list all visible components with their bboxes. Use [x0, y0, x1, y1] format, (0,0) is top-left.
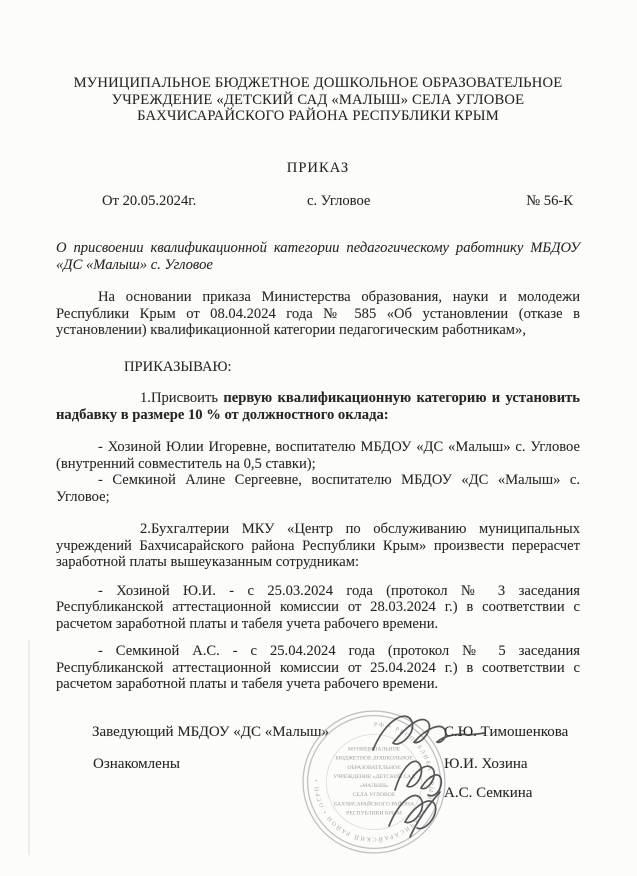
- signature-semkina: [389, 792, 440, 837]
- handwritten-signatures: [352, 698, 545, 848]
- acknowledged-name-2: А.С. Семкина: [444, 784, 533, 801]
- stamp-line-7: БАХЧИСАРАЙСКОГО РАЙОНА: [333, 801, 415, 808]
- meta-row: [56, 193, 580, 210]
- scan-edge-artifact: [28, 640, 30, 855]
- acknowledged-name-1: Ю.И. Хозина: [444, 755, 528, 772]
- order-item-1: [56, 390, 580, 423]
- signature-khozina: [395, 761, 441, 796]
- item-2-number: 2.: [140, 521, 151, 537]
- item-1-number: 1.: [140, 390, 151, 406]
- item-1-text: Присвоить: [150, 390, 219, 406]
- organization-name-line-1: МУНИЦИПАЛЬНОЕ БЮДЖЕТНОЕ ДОШКОЛЬНОЕ ОБРАЗОВАТЕЛЬНОЕ: [73, 75, 563, 91]
- organization-name-line-2: УЧРЕЖДЕНИЕ «ДЕТСКИЙ САД «МАЛЫШ» СЕЛА УГЛОВОЕ: [111, 91, 525, 108]
- stamp-line-4: УЧРЕЖДЕНИЕ «ДЕТСКИЙ САД: [333, 773, 415, 780]
- stamp-line-3: ОБРАЗОВАТЕЛЬНОЕ: [347, 764, 401, 771]
- item-2-bullet-1: - Хозиной Ю.И. - с 25.03.2024 года (протокол № 3 заседания Республиканской аттестационной комиссии от 28.03.2024 г.) в соответствии с расчетом заработной платы и табеля учета рабочего времени.: [56, 582, 580, 632]
- order-number: № 56-К: [526, 193, 573, 209]
- signature-timoshenkova: [373, 716, 485, 750]
- order-date: От 20.05.2024г.: [102, 193, 197, 209]
- order-place: с. Угловое: [307, 193, 371, 209]
- preamble-paragraph: На основании приказа Министерства образования, науки и молодежи Республики Крым от 08.04.2024 года № 585 «Об установлении (отказе в установлении) квалификационной категории педагогическим работникам»,: [56, 289, 580, 338]
- head-position-label: Заведующий МБДОУ «ДС «Малыш»: [92, 723, 330, 740]
- stamp-line-2: БЮДЖЕТНОЕ ДОШКОЛЬНОЕ: [335, 755, 413, 762]
- stamp-line-1: МУНИЦИПАЛЬНОЕ: [347, 746, 401, 753]
- order-subject: О присвоении квалификационной категории педагогическому работнику МБДОУ «ДС «Малыш» с. Угловое: [56, 240, 580, 273]
- stamp-line-8: РЕСПУБЛИКИ КРЫМ: [346, 810, 402, 817]
- item-2-text: Бухгалтерии МКУ «Центр по обслуживанию муниципальных учреждений Бахчисарайского района Республики Крым» произвести перерасчет заработной платы вышеуказанным сотрудникам:: [56, 521, 580, 570]
- stamp-line-6: СЕЛА УГЛОВОЕ: [352, 792, 396, 799]
- document-title: ПРИКАЗ: [286, 159, 350, 176]
- item-1-bold-text: первую квалификационную категорию и установить надбавку в размере 10 % от должностного оклада:: [56, 390, 580, 423]
- organization-name-line-3: БАХЧИСАРАЙСКОГО РАЙОНА РЕСПУБЛИКИ КРЫМ: [137, 108, 499, 124]
- order-word: ПРИКАЗЫВАЮ:: [124, 358, 232, 375]
- head-name: С.Ю. Тимошенкова: [444, 723, 569, 740]
- item-1-bullet-1: - Хозиной Юлии Игоревне, воспитателю МБДОУ «ДС «Малыш» с. Угловое (внутренний совместитель на 0,5 ставки);: [56, 439, 580, 472]
- order-item-2: [56, 521, 580, 571]
- stamp-ring-text: РФ • РЕСПУБЛИКА КРЫМ • БАХЧИСАРАЙСКИЙ РАЙОН • ОГРН •: [314, 722, 434, 842]
- acknowledged-label: Ознакомлены: [93, 755, 180, 772]
- stamp-line-5: «МАЛЫШ»: [359, 783, 389, 790]
- item-2-bullet-2: - Семкиной А.С. - с 25.04.2024 года (протокол № 5 заседания Республиканской аттестационной комиссии от 25.04.2024 г.) в соответствии с расчетом заработной платы и табеля учета рабочего времени.: [56, 643, 580, 692]
- organization-name: [56, 75, 580, 125]
- item-1-bullet-2: - Семкиной Алине Сергеевне, воспитателю МБДОУ «ДС «Малыш» с. Угловое;: [56, 472, 580, 505]
